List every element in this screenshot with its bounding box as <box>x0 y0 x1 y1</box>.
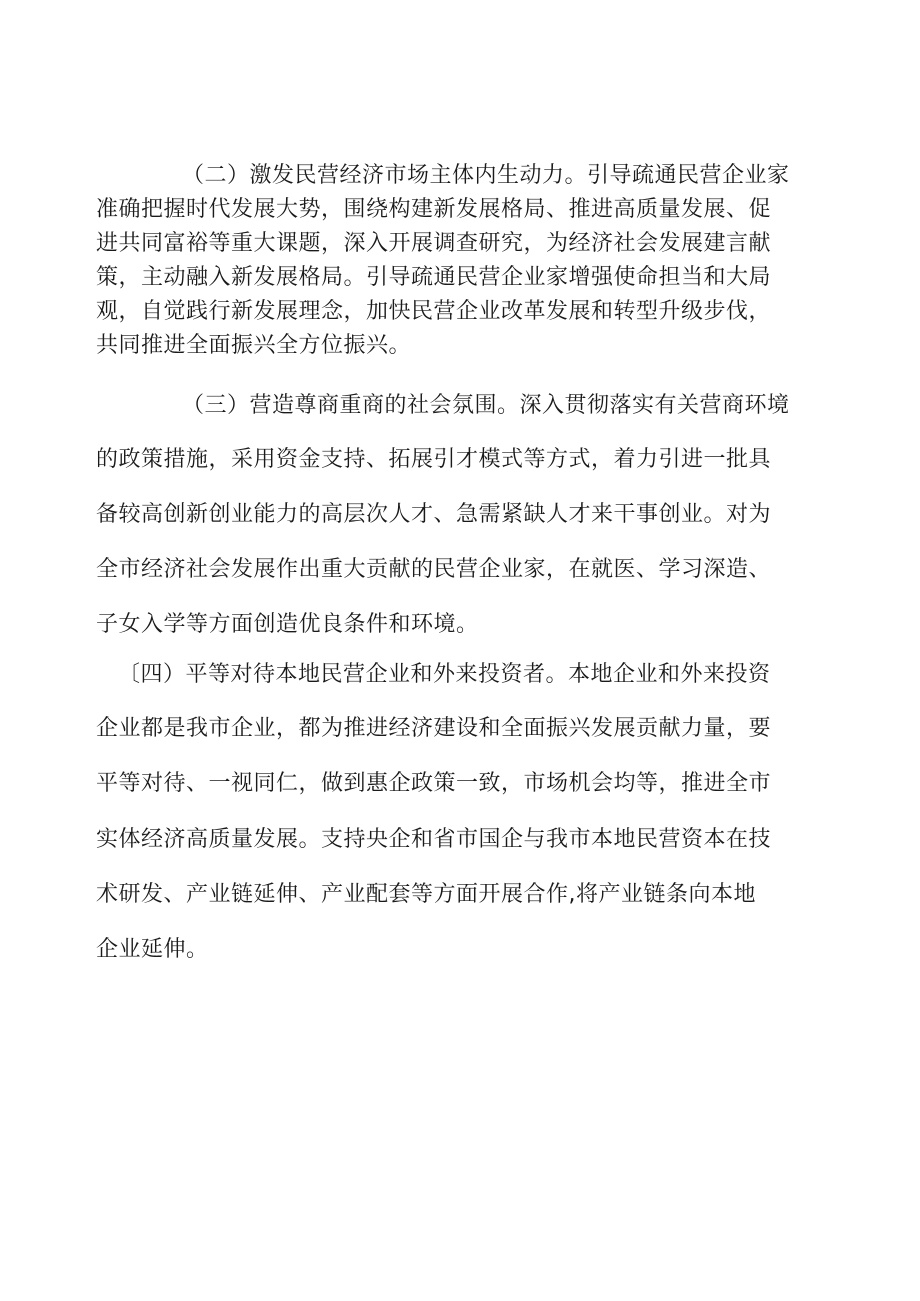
paragraph-line: 观，自觉践行新发展理念，加快民营企业改革发展和转型升级步伐， <box>96 299 772 324</box>
paragraph-line: 子女入学等方面创造优良条件和环境。 <box>96 612 479 637</box>
paragraph-line: 〔四）平等对待本地民营企业和外来投资者。本地企业和外来投资 <box>118 662 771 687</box>
paragraph-line: 平等对待、一视同仁，做到惠企政策一致，市场机会均等，推进全市 <box>96 771 772 796</box>
paragraph-line: 术研发、产业链延伸、产业配套等方面开展合作,将产业链条向本地 <box>96 882 756 907</box>
paragraph-line: 准确把握时代发展大势，围绕构建新发展格局、推进高质量发展、促 <box>96 197 772 222</box>
paragraph-line: 进共同富裕等重大课题，深入开展调查研究，为经济社会发展建言献 <box>96 231 772 256</box>
paragraph-line: 企业延伸。 <box>96 937 209 962</box>
paragraph-line: （三）营造尊商重商的社会氛围。深入贯彻落实有关营商环境 <box>182 393 790 418</box>
paragraph-line: （二）激发民营经济市场主体内生动力。引导疏通民营企业家 <box>182 163 790 188</box>
paragraph-line: 企业都是我市企业，都为推进经济建设和全面振兴发展贡献力量，要 <box>96 716 772 741</box>
paragraph-line: 备较高创新创业能力的高层次人才、急需紧缺人才来干事创业。对为 <box>96 502 772 527</box>
paragraph-line: 全市经济社会发展作出重大贡献的民营企业家，在就医、学习深造、 <box>96 557 772 582</box>
paragraph-line: 的政策措施，采用资金支持、拓展引才模式等方式，着力引进一批具 <box>96 447 772 472</box>
paragraph-line: 实体经济高质量发展。支持央企和省市国企与我市本地民营资本在技 <box>96 827 772 852</box>
paragraph-line: 共同推进全面振兴全方位振兴。 <box>96 333 412 358</box>
paragraph-line: 策，主动融入新发展格局。引导疏通民营企业家增强使命担当和大局 <box>96 265 772 290</box>
